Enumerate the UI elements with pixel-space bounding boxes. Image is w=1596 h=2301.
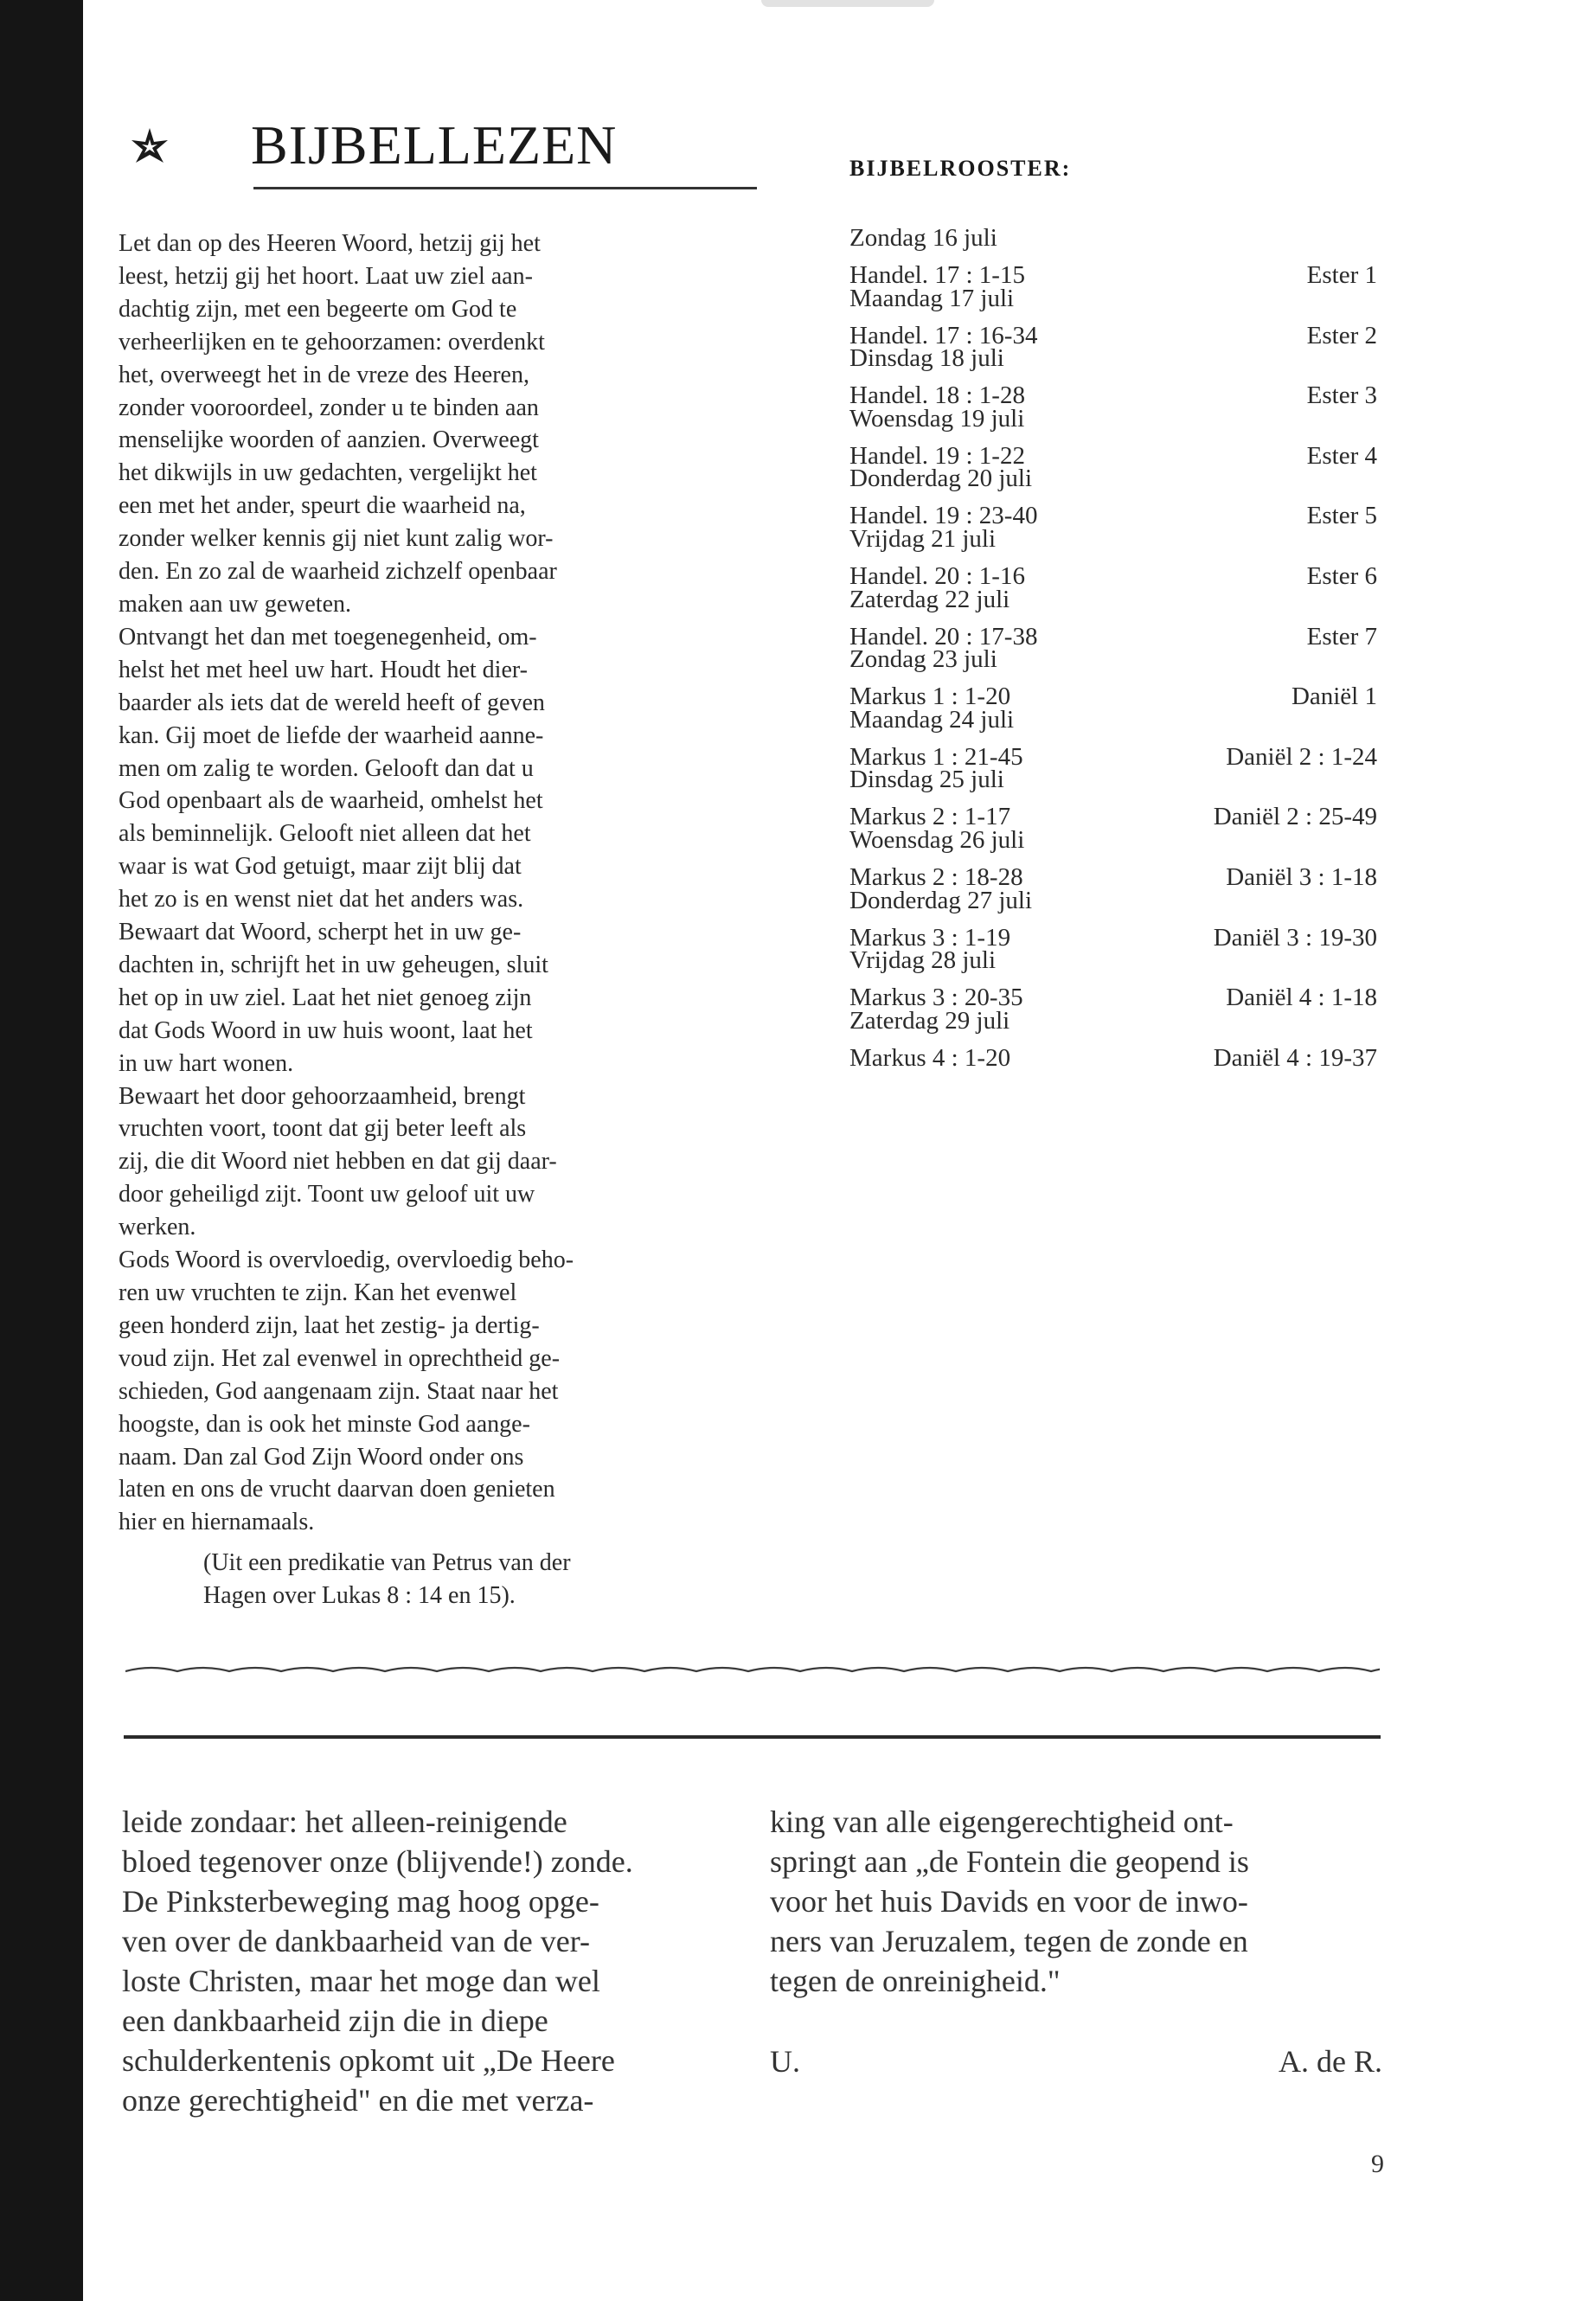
schedule-nt-reading: Handel. 19 : 23-40 — [849, 502, 1038, 530]
schedule-day — [849, 221, 1377, 291]
text-line: De Pinksterbeweging mag hoog opge- — [122, 1884, 599, 1919]
schedule-nt-reading: Markus 4 : 1-20 — [849, 1043, 1011, 1072]
schedule-date: Maandag 17 juli — [849, 284, 1015, 312]
schedule-date: Dinsdag 25 juli — [849, 766, 1004, 794]
schedule-day — [849, 643, 1377, 712]
schedule-ot-reading: Daniël 1 — [1291, 683, 1377, 711]
schedule-date: Zaterdag 22 juli — [849, 585, 1010, 613]
article-line: als beminnelijk. Gelooft niet alleen dat het — [119, 820, 531, 848]
schedule-date: Donderdag 20 juli — [849, 465, 1033, 493]
scan-smudge — [761, 0, 934, 7]
text-line: schulderkentenis opkomt uit „De Heere — [122, 2043, 615, 2078]
schedule-day — [849, 342, 1377, 411]
article-line: zonder vooroordeel, zonder u te binden aan — [119, 394, 539, 421]
section-header — [125, 111, 766, 194]
text-line: ven over de dankbaarheid van de ver- — [122, 1924, 591, 1958]
schedule-ot-reading: Daniël 2 : 1-24 — [1226, 742, 1377, 771]
schedule-ot-reading: Ester 3 — [1306, 381, 1377, 410]
article-line: dachtig zijn, met een begeerte om God te — [119, 295, 517, 323]
schedule-nt-reading: Markus 1 : 1-20 — [849, 683, 1011, 711]
schedule-nt-reading: Markus 1 : 21-45 — [849, 742, 1023, 771]
article-line: vruchten voort, toont dat gij beter leeft als — [119, 1115, 527, 1143]
schedule-ot-reading: Ester 2 — [1306, 321, 1377, 349]
article-line: in uw hart wonen. — [119, 1049, 294, 1077]
schedule-date: Maandag 24 juli — [849, 705, 1015, 734]
bottom-right-column — [770, 1802, 1384, 2001]
schedule-nt-reading: Markus 3 : 20-35 — [849, 984, 1023, 1012]
text-line: tegen de onreinigheid." — [770, 1964, 1061, 1998]
schedule-day — [849, 522, 1377, 592]
attribution-line: (Uit een predikatie van Petrus van der — [203, 1549, 571, 1576]
schedule-ot-reading: Daniël 3 : 1-18 — [1226, 863, 1377, 891]
article-line: geen honderd zijn, laat het zestig- ja dertig- — [119, 1311, 540, 1339]
article-line: ren uw vruchten te zijn. Kan het evenwel — [119, 1279, 517, 1306]
article-line: God openbaart als de waarheid, omhelst het — [119, 787, 543, 815]
article-attribution — [203, 1547, 774, 1612]
article-line: laten en ons de vrucht daarvan doen genieten — [119, 1476, 555, 1503]
schedule-ot-reading: Ester 4 — [1306, 441, 1377, 470]
schedule-date: Dinsdag 18 juli — [849, 344, 1004, 373]
schedule-date: Woensdag 19 juli — [849, 404, 1025, 433]
schedule-day — [849, 282, 1377, 351]
text-line: leide zondaar: het alleen-reinigende — [122, 1804, 567, 1839]
article-line: hoogste, dan is ook het minste God aange- — [119, 1410, 530, 1438]
text-line: springt aan „de Fontein die geopend is — [770, 1844, 1249, 1879]
schedule-ot-reading: Daniël 4 : 1-18 — [1226, 984, 1377, 1012]
schedule-title: BIJBELROOSTER: — [849, 156, 1072, 181]
wavy-divider — [125, 1659, 1380, 1678]
article-line: het dikwijls in uw gedachten, vergelijkt het — [119, 459, 537, 487]
text-line: ners van Jeruzalem, tegen de zonde en — [770, 1924, 1248, 1958]
article-line: kan. Gij moet de liefde der waarheid aanne- — [119, 721, 544, 749]
schedule-day — [849, 402, 1377, 471]
page-edge-shadow — [0, 0, 83, 2301]
schedule-ot-reading: Daniël 2 : 25-49 — [1213, 803, 1377, 831]
attribution-line: Hagen over Lukas 8 : 14 en 15). — [203, 1582, 516, 1609]
divider-rule — [124, 1735, 1381, 1739]
schedule-date: Zondag 16 juli — [849, 224, 997, 252]
article-line: helst het met heel uw hart. Houdt het dier- — [119, 656, 528, 683]
schedule-nt-reading: Handel. 20 : 17-38 — [849, 622, 1038, 651]
article-line: werken. — [119, 1214, 196, 1241]
schedule-date: Zaterdag 29 juli — [849, 1006, 1010, 1035]
schedule-nt-reading: Handel. 19 : 1-22 — [849, 441, 1025, 470]
article-line: het zo is en wenst niet dat het anders was. — [119, 886, 524, 913]
schedule-day — [849, 944, 1377, 1013]
article-line: menselijke woorden of aanzien. Overweegt — [119, 426, 539, 454]
text-line: onze gerechtigheid" en die met verza- — [122, 2083, 594, 2118]
signature-left: U. — [770, 2044, 800, 2079]
article-line: baarder als iets dat de wereld heeft of geven — [119, 689, 545, 716]
schedule-ot-reading: Daniël 3 : 19-30 — [1213, 923, 1377, 952]
article-line: hier en hiernamaals. — [119, 1509, 315, 1536]
page-number: 9 — [1371, 2150, 1384, 2178]
article-line: waar is wat God getuigt, maar zijt blij dat — [119, 853, 522, 881]
schedule-date: Vrijdag 28 juli — [849, 946, 997, 975]
schedule-date: Vrijdag 21 juli — [849, 525, 997, 553]
schedule-nt-reading: Handel. 17 : 16-34 — [849, 321, 1038, 349]
schedule-day — [849, 703, 1377, 772]
article-line: Ontvangt het dan met toegenegenheid, om- — [119, 623, 537, 651]
text-line: voor het huis Davids en voor de inwo- — [770, 1884, 1248, 1919]
article-line: dat Gods Woord in uw huis woont, laat het — [119, 1016, 533, 1044]
schedule-ot-reading: Ester 1 — [1306, 261, 1377, 289]
schedule-day — [849, 462, 1377, 531]
schedule-ot-reading: Ester 7 — [1306, 622, 1377, 651]
bottom-left-column — [122, 1802, 730, 2120]
schedule-ot-reading: Ester 6 — [1306, 562, 1377, 590]
text-line: loste Christen, maar het moge dan wel — [122, 1964, 600, 1998]
article-line: voud zijn. Het zal evenwel in oprechtheid ge- — [119, 1344, 561, 1372]
article-line: Bewaart dat Woord, scherpt het in uw ge- — [119, 919, 522, 946]
article-line: verheerlijken en te gehoorzamen: overdenkt — [119, 328, 545, 356]
schedule-nt-reading: Markus 2 : 18-28 — [849, 863, 1023, 891]
schedule-nt-reading: Handel. 20 : 1-16 — [849, 562, 1025, 590]
article-line: leest, hetzij gij het hoort. Laat uw ziel aan- — [119, 262, 533, 290]
schedule-day — [849, 884, 1377, 953]
schedule-day — [849, 763, 1377, 832]
article-line: naam. Dan zal God Zijn Woord onder ons — [119, 1443, 524, 1471]
text-line: king van alle eigengerechtigheid ont- — [770, 1804, 1234, 1839]
star-burst-icon — [125, 123, 174, 171]
article-line: een met het ander, speurt die waarheid na, — [119, 492, 526, 520]
article-line: Gods Woord is overvloedig, overvloedig beho- — [119, 1247, 574, 1274]
schedule-nt-reading: Markus 3 : 1-19 — [849, 923, 1011, 952]
article-line: door geheiligd zijt. Toont uw geloof uit uw — [119, 1181, 535, 1208]
article-line: Let dan op des Heeren Woord, hetzij gij het — [119, 230, 541, 257]
article-line: het op in uw ziel. Laat het niet genoeg zijn — [119, 984, 532, 1011]
schedule-nt-reading: Handel. 18 : 1-28 — [849, 381, 1025, 410]
schedule-nt-reading: Handel. 17 : 1-15 — [849, 261, 1025, 289]
text-line: een dankbaarheid zijn die in diepe — [122, 2003, 548, 2038]
schedule-ot-reading: Daniël 4 : 19-37 — [1213, 1043, 1377, 1072]
text-line: bloed tegenover onze (blijvende!) zonde. — [122, 1844, 633, 1879]
schedule-ot-reading: Ester 5 — [1306, 502, 1377, 530]
article-body — [119, 228, 771, 1539]
schedule-date: Woensdag 26 juli — [849, 826, 1025, 854]
schedule-date: Donderdag 27 juli — [849, 886, 1033, 914]
article-line: zij, die dit Woord niet hebben en dat gij daar- — [119, 1148, 557, 1176]
article-line: Bewaart het door gehoorzaamheid, brengt — [119, 1082, 526, 1110]
article-line: zonder welker kennis gij niet kunt zalig wor- — [119, 525, 554, 553]
article-line: men om zalig te worden. Gelooft dan dat u — [119, 754, 534, 782]
schedule-day — [849, 583, 1377, 652]
title-underline — [253, 187, 757, 189]
schedule-day — [849, 1004, 1377, 1074]
page-title: BIJBELLEZEN — [251, 114, 618, 176]
schedule-nt-reading: Markus 2 : 1-17 — [849, 803, 1011, 831]
article-line: den. En zo zal de waarheid zichzelf openbaar — [119, 558, 557, 586]
signature-right: A. de R. — [1279, 2044, 1382, 2079]
article-line: schieden, God aangenaam zijn. Staat naar het — [119, 1377, 559, 1405]
schedule-date: Zondag 23 juli — [849, 645, 997, 674]
schedule-day — [849, 824, 1377, 893]
article-line: dachten in, schrijft het in uw geheugen, sluit — [119, 951, 548, 978]
article-line: het, overweegt het in de vreze des Heeren, — [119, 361, 529, 388]
article-line: maken aan uw geweten. — [119, 590, 351, 618]
